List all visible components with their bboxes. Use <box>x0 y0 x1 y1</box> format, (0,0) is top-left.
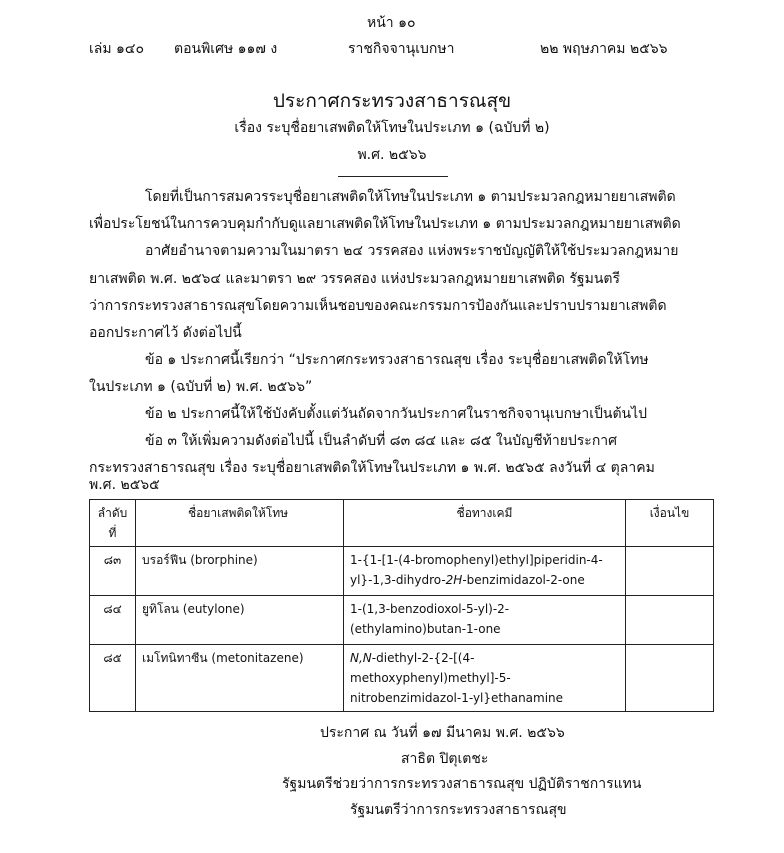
drug-name: ยูทิโลน (eutylone) <box>136 596 344 645</box>
table-row <box>90 547 714 596</box>
drug-name: บรอร์ฟีน (brorphine) <box>136 547 344 596</box>
chemical-name: N,N-diethyl-2-{2-[(4-methoxyphenyl)methyl]-5-nitrobenzimidazol-1-yl}ethanamine <box>344 645 626 712</box>
header-chemical-name: ชื่อทางเคมี <box>344 500 626 547</box>
gazette-volume: เล่ม ๑๔๐ <box>89 41 145 57</box>
clause-1-line-1: ข้อ ๑ ประกาศนี้เรียกว่า “ประกาศกระทรวงสาธารณสุข เรื่อง ระบุชื่อยาเสพติดให้โทษ <box>145 352 649 368</box>
gazette-name: ราชกิจจานุเบกษา <box>348 41 455 57</box>
clause-1-line-2: ในประเภท ๑ (ฉบับที่ ๒) พ.ศ. ๒๕๖๖” <box>89 379 313 395</box>
preamble-line-1: โดยที่เป็นการสมควรระบุชื่อยาเสพติดให้โทษในประเภท ๑ ตามประมวลกฎหมายยาเสพติด <box>145 189 676 205</box>
gazette-issue: ตอนพิเศษ ๑๑๗ ง <box>174 41 278 57</box>
preamble-line-2: เพื่อประโยชน์ในการควบคุมกำกับดูแลยาเสพติดให้โทษในประเภท ๑ ตามประมวลกฎหมายยาเสพติด <box>89 216 681 232</box>
condition-cell <box>626 547 714 596</box>
header-order: ลำดับที่ <box>90 500 136 547</box>
drug-name: เมโทนิทาซีน (metonitazene) <box>136 645 344 712</box>
table-row <box>90 645 714 712</box>
announcement-subject: เรื่อง ระบุชื่อยาเสพติดให้โทษในประเภท ๑ (ฉบับที่ ๒) <box>234 120 550 136</box>
clause-3-line-3: พ.ศ. ๒๕๖๕ <box>89 477 160 493</box>
row-number: ๘๔ <box>90 596 136 645</box>
clause-2-line-1: ข้อ ๒ ประกาศนี้ให้ใช้บังคับตั้งแต่วันถัดจากวันประกาศในราชกิจจานุเบกษาเป็นต้นไป <box>145 406 648 422</box>
announcement-title: ประกาศกระทรวงสาธารณสุข <box>272 90 512 112</box>
row-number: ๘๕ <box>90 645 136 712</box>
drug-schedule-table <box>89 499 714 712</box>
chemical-name: 1-(1,3-benzodioxol-5-yl)-2-(ethylamino)butan-1-one <box>344 596 626 645</box>
table-row <box>90 596 714 645</box>
row-number: ๘๓ <box>90 547 136 596</box>
gazette-date: ๒๒ พฤษภาคม ๒๕๖๖ <box>540 41 668 57</box>
authority-line-4: ออกประกาศไว้ ดังต่อไปนี้ <box>89 325 242 341</box>
announcement-date: ประกาศ ณ วันที่ ๑๗ มีนาคม พ.ศ. ๒๕๖๖ <box>320 725 565 741</box>
signatory-acting-for: รัฐมนตรีว่าการกระทรวงสาธารณสุข <box>350 802 567 818</box>
title-divider <box>338 176 448 177</box>
chemical-name: 1-{1-[1-(4-bromophenyl)ethyl]piperidin-4-yl}-1,3-dihydro-2H-benzimidazol-2-one <box>344 547 626 596</box>
header-conditions: เงื่อนไข <box>626 500 714 547</box>
clause-3-line-1: ข้อ ๓ ให้เพิ่มความดังต่อไปนี้ เป็นลำดับที่ ๘๓ ๘๔ และ ๘๕ ในบัญชีท้ายประกาศ <box>145 433 618 449</box>
signatory-position: รัฐมนตรีช่วยว่าการกระทรวงสาธารณสุข ปฏิบัติราชการแทน <box>282 776 642 792</box>
header-drug-name: ชื่อยาเสพติดให้โทษ <box>136 500 344 547</box>
signatory-name: สาธิต ปิตุเตชะ <box>401 751 489 767</box>
condition-cell <box>626 645 714 712</box>
authority-line-2: ยาเสพติด พ.ศ. ๒๕๖๔ และมาตรา ๒๙ วรรคสอง แห่งประมวลกฎหมายยาเสพติด รัฐมนตรี <box>89 271 621 287</box>
page-number: หน้า ๑๐ <box>367 15 416 31</box>
table-header-row <box>90 500 714 547</box>
condition-cell <box>626 596 714 645</box>
authority-line-3: ว่าการกระทรวงสาธารณสุขโดยความเห็นชอบของคณะกรรมการป้องกันและปราบปรามยาเสพติด <box>89 298 667 314</box>
authority-line-1: อาศัยอำนาจตามความในมาตรา ๒๔ วรรคสอง แห่งพระราชบัญญัติให้ใช้ประมวลกฎหมาย <box>145 243 679 259</box>
clause-3-line-2: กระทรวงสาธารณสุข เรื่อง ระบุชื่อยาเสพติดให้โทษในประเภท ๑ พ.ศ. ๒๕๖๕ ลงวันที่ ๔ ตุลาคม <box>89 460 655 476</box>
announcement-year: พ.ศ. ๒๕๖๖ <box>357 147 427 163</box>
